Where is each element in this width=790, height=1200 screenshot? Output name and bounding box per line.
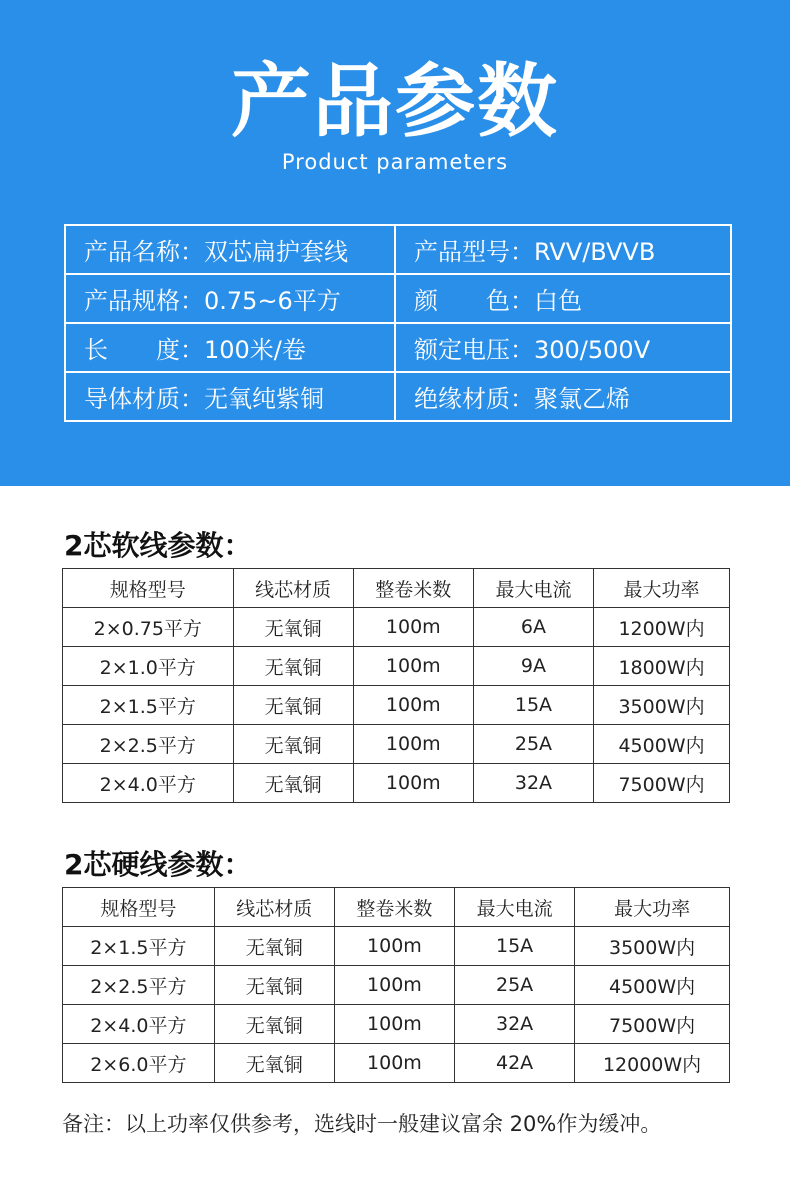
table-cell: 25A [473, 725, 593, 764]
param-value: 100米/卷 [204, 336, 306, 364]
param-value: RVV/BVVB [534, 238, 656, 266]
param-value: 白色 [534, 287, 582, 315]
param-cell [395, 274, 731, 323]
table-cell: 32A [455, 1005, 575, 1044]
product-params-table [64, 224, 732, 422]
param-cell [65, 323, 395, 372]
table-cell: 100m [334, 1005, 454, 1044]
param-value: 聚氯乙烯 [534, 385, 630, 413]
param-label: 额定电压： [414, 336, 534, 364]
param-value: 双芯扁护套线 [204, 238, 348, 266]
param-label: 产品名称： [84, 238, 204, 266]
params-row [65, 323, 731, 372]
table-cell: 无氧铜 [233, 608, 353, 647]
table-cell: 2×1.0平方 [63, 647, 234, 686]
column-header: 整卷米数 [334, 888, 454, 927]
column-header: 线芯材质 [233, 569, 353, 608]
column-header: 线芯材质 [214, 888, 334, 927]
table-cell: 4500W内 [594, 725, 730, 764]
param-cell [65, 274, 395, 323]
params-row [65, 225, 731, 274]
table-row [63, 927, 730, 966]
param-label: 产品型号： [414, 238, 534, 266]
column-header: 规格型号 [63, 888, 215, 927]
table-cell: 2×6.0平方 [63, 1044, 215, 1083]
param-cell [395, 372, 731, 421]
table-cell: 1200W内 [594, 608, 730, 647]
param-value: 无氧纯紫铜 [204, 385, 324, 413]
table-cell: 32A [473, 764, 593, 803]
table-cell: 无氧铜 [214, 1044, 334, 1083]
table-cell: 100m [334, 966, 454, 1005]
table-cell: 无氧铜 [233, 647, 353, 686]
params-row [65, 372, 731, 421]
table-cell: 7500W内 [594, 764, 730, 803]
table-header-row [63, 569, 730, 608]
table-row [63, 1044, 730, 1083]
table-cell: 100m [334, 1044, 454, 1083]
column-header: 最大电流 [473, 569, 593, 608]
header-banner [0, 0, 790, 486]
table-row [63, 725, 730, 764]
param-cell [65, 372, 395, 421]
table-cell: 100m [353, 608, 473, 647]
param-label: 长 [84, 336, 108, 364]
table-cell: 100m [353, 647, 473, 686]
param-label: 导体材质： [84, 385, 204, 413]
column-header: 最大电流 [455, 888, 575, 927]
table-row [63, 1005, 730, 1044]
table-cell: 1800W内 [594, 647, 730, 686]
table-cell: 100m [353, 686, 473, 725]
table-cell: 2×1.5平方 [63, 686, 234, 725]
param-cell [65, 225, 395, 274]
table-cell: 无氧铜 [233, 764, 353, 803]
column-header: 规格型号 [63, 569, 234, 608]
soft-wire-section-title: 2芯软线参数： [64, 529, 252, 562]
table-cell: 2×0.75平方 [63, 608, 234, 647]
table-cell: 15A [473, 686, 593, 725]
param-cell [395, 225, 731, 274]
param-label: 度： [156, 336, 204, 364]
table-cell: 3500W内 [575, 927, 730, 966]
column-header: 最大功率 [575, 888, 730, 927]
table-cell: 4500W内 [575, 966, 730, 1005]
param-value: 0.75~6平方 [204, 287, 341, 315]
hard-wire-section-title: 2芯硬线参数： [64, 848, 252, 881]
page-subtitle: Product parameters [281, 150, 509, 174]
param-label: 颜 [414, 287, 438, 315]
table-cell: 2×2.5平方 [63, 725, 234, 764]
page-title: 产品参数 [231, 55, 559, 148]
param-cell [395, 323, 731, 372]
table-row [63, 764, 730, 803]
table-cell: 100m [353, 764, 473, 803]
table-cell: 2×1.5平方 [63, 927, 215, 966]
param-label: 色： [486, 287, 534, 315]
table-cell: 100m [353, 725, 473, 764]
param-value: 300/500V [534, 336, 651, 364]
table-cell: 12000W内 [575, 1044, 730, 1083]
params-row [65, 274, 731, 323]
column-header: 最大功率 [594, 569, 730, 608]
table-row [63, 966, 730, 1005]
table-cell: 3500W内 [594, 686, 730, 725]
table-header-row [63, 888, 730, 927]
table-row [63, 647, 730, 686]
table-cell: 无氧铜 [214, 966, 334, 1005]
table-cell: 15A [455, 927, 575, 966]
table-cell: 无氧铜 [214, 927, 334, 966]
table-cell: 无氧铜 [233, 686, 353, 725]
param-label: 绝缘材质： [414, 385, 534, 413]
soft-wire-table [62, 568, 730, 803]
table-cell: 25A [455, 966, 575, 1005]
table-cell: 100m [334, 927, 454, 966]
table-row [63, 608, 730, 647]
table-row [63, 686, 730, 725]
table-cell: 2×4.0平方 [63, 1005, 215, 1044]
table-cell: 7500W内 [575, 1005, 730, 1044]
footnote: 备注：以上功率仅供参考，选线时一般建议富余 20%作为缓冲。 [62, 1112, 662, 1136]
table-cell: 6A [473, 608, 593, 647]
column-header: 整卷米数 [353, 569, 473, 608]
table-cell: 2×4.0平方 [63, 764, 234, 803]
table-cell: 2×2.5平方 [63, 966, 215, 1005]
table-cell: 无氧铜 [214, 1005, 334, 1044]
hard-wire-table [62, 887, 730, 1083]
table-cell: 9A [473, 647, 593, 686]
param-label: 产品规格： [84, 287, 204, 315]
table-cell: 42A [455, 1044, 575, 1083]
table-cell: 无氧铜 [233, 725, 353, 764]
